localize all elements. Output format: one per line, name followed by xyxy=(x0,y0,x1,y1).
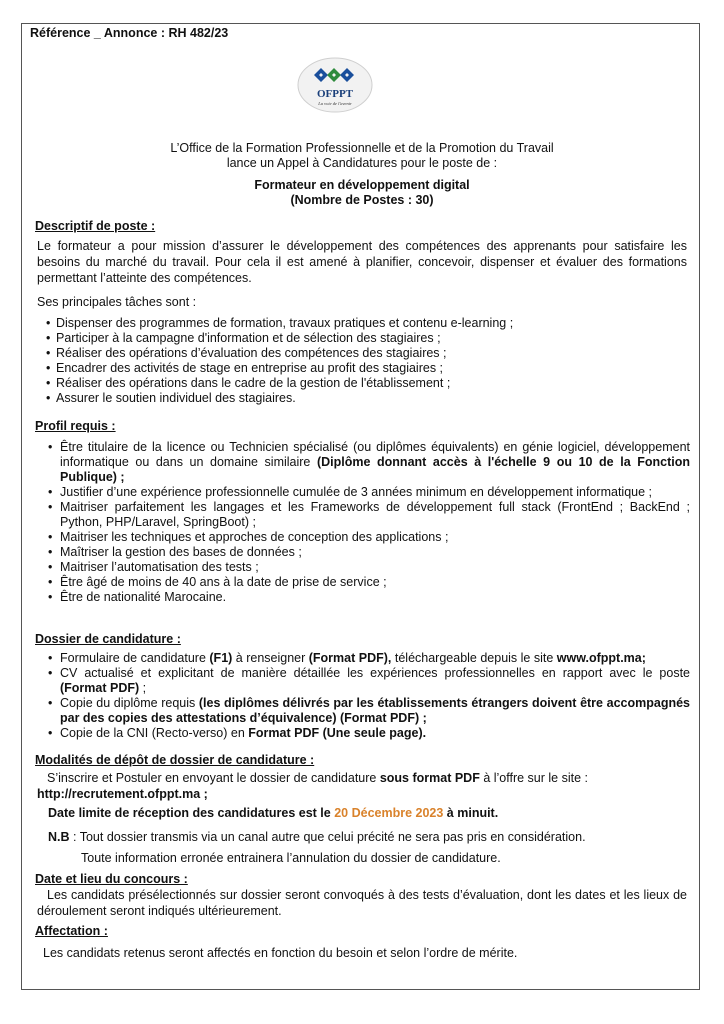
dossier-text: Copie du diplôme requis xyxy=(60,696,199,710)
list-item: • Encadrer des activités de stage en entreprise au profit des stagiaires ; xyxy=(30,361,690,376)
list-item: • Réaliser des opérations d’évaluation des compétences des stagiaires ; xyxy=(30,346,690,361)
list-item xyxy=(30,440,690,485)
concours-heading: Date et lieu du concours : xyxy=(35,872,188,886)
list-item: • Dispenser des programmes de formation, travaux pratiques et contenu e-learning ; xyxy=(30,316,690,331)
modalites-text: à l’offre sur le site : xyxy=(479,771,588,785)
nb-text: : Tout dossier transmis via un canal autre que celui précité ne sera pas pris en considération. xyxy=(69,830,586,844)
nb-line xyxy=(48,829,698,845)
dossier-text: téléchargeable depuis le site xyxy=(391,651,557,665)
modalites-text: S’inscrire et Postuler en envoyant le dossier de candidature xyxy=(47,771,380,785)
concours-paragraph: Les candidats présélectionnés sur dossier seront convoqués à des tests d’évaluation, dont les dates et les lieux de déroulement seront indiqués ultérieurement. xyxy=(37,888,687,918)
dossier-bold: (Format PDF) xyxy=(60,681,140,695)
list-item: • Être de nationalité Marocaine. xyxy=(30,590,690,605)
list-item xyxy=(30,651,690,666)
dossier-bold: (Format PDF), xyxy=(308,651,392,665)
dossier-bold: (les diplômes délivrés par les établissements étrangers doivent être accompagnés par des copies des attestations d’équivalence) (Format PDF) ; xyxy=(60,696,690,725)
ofppt-logo-icon xyxy=(297,57,373,113)
dossier-text: Formulaire de candidature xyxy=(60,651,210,665)
recrutement-link[interactable]: http://recrutement.ofppt.ma ; xyxy=(37,787,208,801)
descriptif-paragraph: Le formateur a pour mission d’assurer le développement des compétences des apprenants pour satisfaire les besoins du marché du travail. Pour cela il est amené à planifier, concevoir, dispenser et évaluer des formations permettant l’atteinte des compétences. xyxy=(37,239,687,285)
nb-line-2: Toute information erronée entrainera l’annulation du dossier de candidature. xyxy=(81,851,501,865)
intro-line-1: L’Office de la Formation Professionnelle et de la Promotion du Travail xyxy=(170,141,554,155)
dossier-list xyxy=(30,651,690,741)
profil-heading: Profil requis : xyxy=(35,419,116,433)
dossier-heading: Dossier de candidature : xyxy=(35,632,181,646)
modalites-paragraph xyxy=(37,770,687,802)
nb-label: N.B xyxy=(48,830,70,844)
list-item: • Maîtriser la gestion des bases de données ; xyxy=(30,545,690,560)
tasks-intro: Ses principales tâches sont : xyxy=(37,295,197,309)
dossier-text: Copie de la CNI (Recto-verso) en xyxy=(60,726,249,740)
dossier-text: CV actualisé et explicitant de manière détaillée les expériences professionnelles en rapport avec le poste xyxy=(60,666,690,680)
affectation-paragraph: Les candidats retenus seront affectés en fonction du besoin et selon l’ordre de mérite. xyxy=(43,946,518,960)
profil-item-1-bold: (Diplôme donnant accès à l'échelle 9 ou 10 de la Fonction Publique) ; xyxy=(60,455,690,484)
tasks-list xyxy=(30,316,690,406)
svg-text:La voie de l'avenir: La voie de l'avenir xyxy=(318,101,352,106)
dossier-text: à renseigner xyxy=(232,651,309,665)
list-item: • Assurer le soutien individuel des stagiaires. xyxy=(30,391,690,406)
reference-line: Référence _ Annonce : RH 482/23 xyxy=(30,26,229,40)
intro-line-2: lance un Appel à Candidatures pour le poste de : xyxy=(226,156,498,170)
list-item: • Réaliser des opérations dans le cadre de la gestion de l'établissement ; xyxy=(30,376,690,391)
list-item: • Maitriser les techniques et approches de conception des applications ; xyxy=(30,530,690,545)
ofppt-site-link[interactable]: www.ofppt.ma; xyxy=(556,651,646,665)
modalites-heading: Modalités de dépôt de dossier de candidature : xyxy=(35,753,315,767)
post-count: (Nombre de Postes : 30) xyxy=(290,193,434,207)
deadline-date: 20 Décembre 2023 xyxy=(334,806,444,820)
ofppt-logo xyxy=(297,57,373,113)
dossier-bold: Format PDF (Une seule page). xyxy=(248,726,427,740)
modalites-bold: sous format PDF xyxy=(379,771,480,785)
profil-item-1-text: Être titulaire de la licence ou Technicien spécialisé (ou diplômes équivalents) en génie logiciel, développement informatique ou dans un domaine similaire xyxy=(60,440,690,469)
list-item xyxy=(30,726,690,741)
list-item: • Maitriser l’automatisation des tests ; xyxy=(30,560,690,575)
list-item: • Être âgé de moins de 40 ans à la date de prise de service ; xyxy=(30,575,690,590)
dossier-text: ; xyxy=(139,681,147,695)
post-title-block xyxy=(60,178,664,208)
intro-text xyxy=(60,141,664,171)
dossier-bold: (F1) xyxy=(209,651,233,665)
deadline-text: Date limite de réception des candidatures est le xyxy=(48,806,335,820)
list-item xyxy=(30,696,690,726)
descriptif-heading: Descriptif de poste : xyxy=(35,219,156,233)
list-item xyxy=(30,666,690,696)
post-title: Formateur en développement digital xyxy=(254,178,470,192)
list-item: • Participer à la campagne d'information et de sélection des stagiaires ; xyxy=(30,331,690,346)
deadline-text: à minuit. xyxy=(443,806,499,820)
list-item: • Justifier d’une expérience professionnelle cumulée de 3 années minimum en développement informatique ; xyxy=(30,485,690,500)
deadline-line xyxy=(48,805,698,821)
list-item: • Maitriser parfaitement les langages et les Frameworks de développement full stack (FrontEnd ; BackEnd ; Python, PHP/Laravel, SpringBoot) ; xyxy=(30,500,690,530)
svg-text:OFPPT: OFPPT xyxy=(316,88,354,100)
affectation-heading: Affectation : xyxy=(35,924,108,938)
profil-list xyxy=(30,440,690,605)
